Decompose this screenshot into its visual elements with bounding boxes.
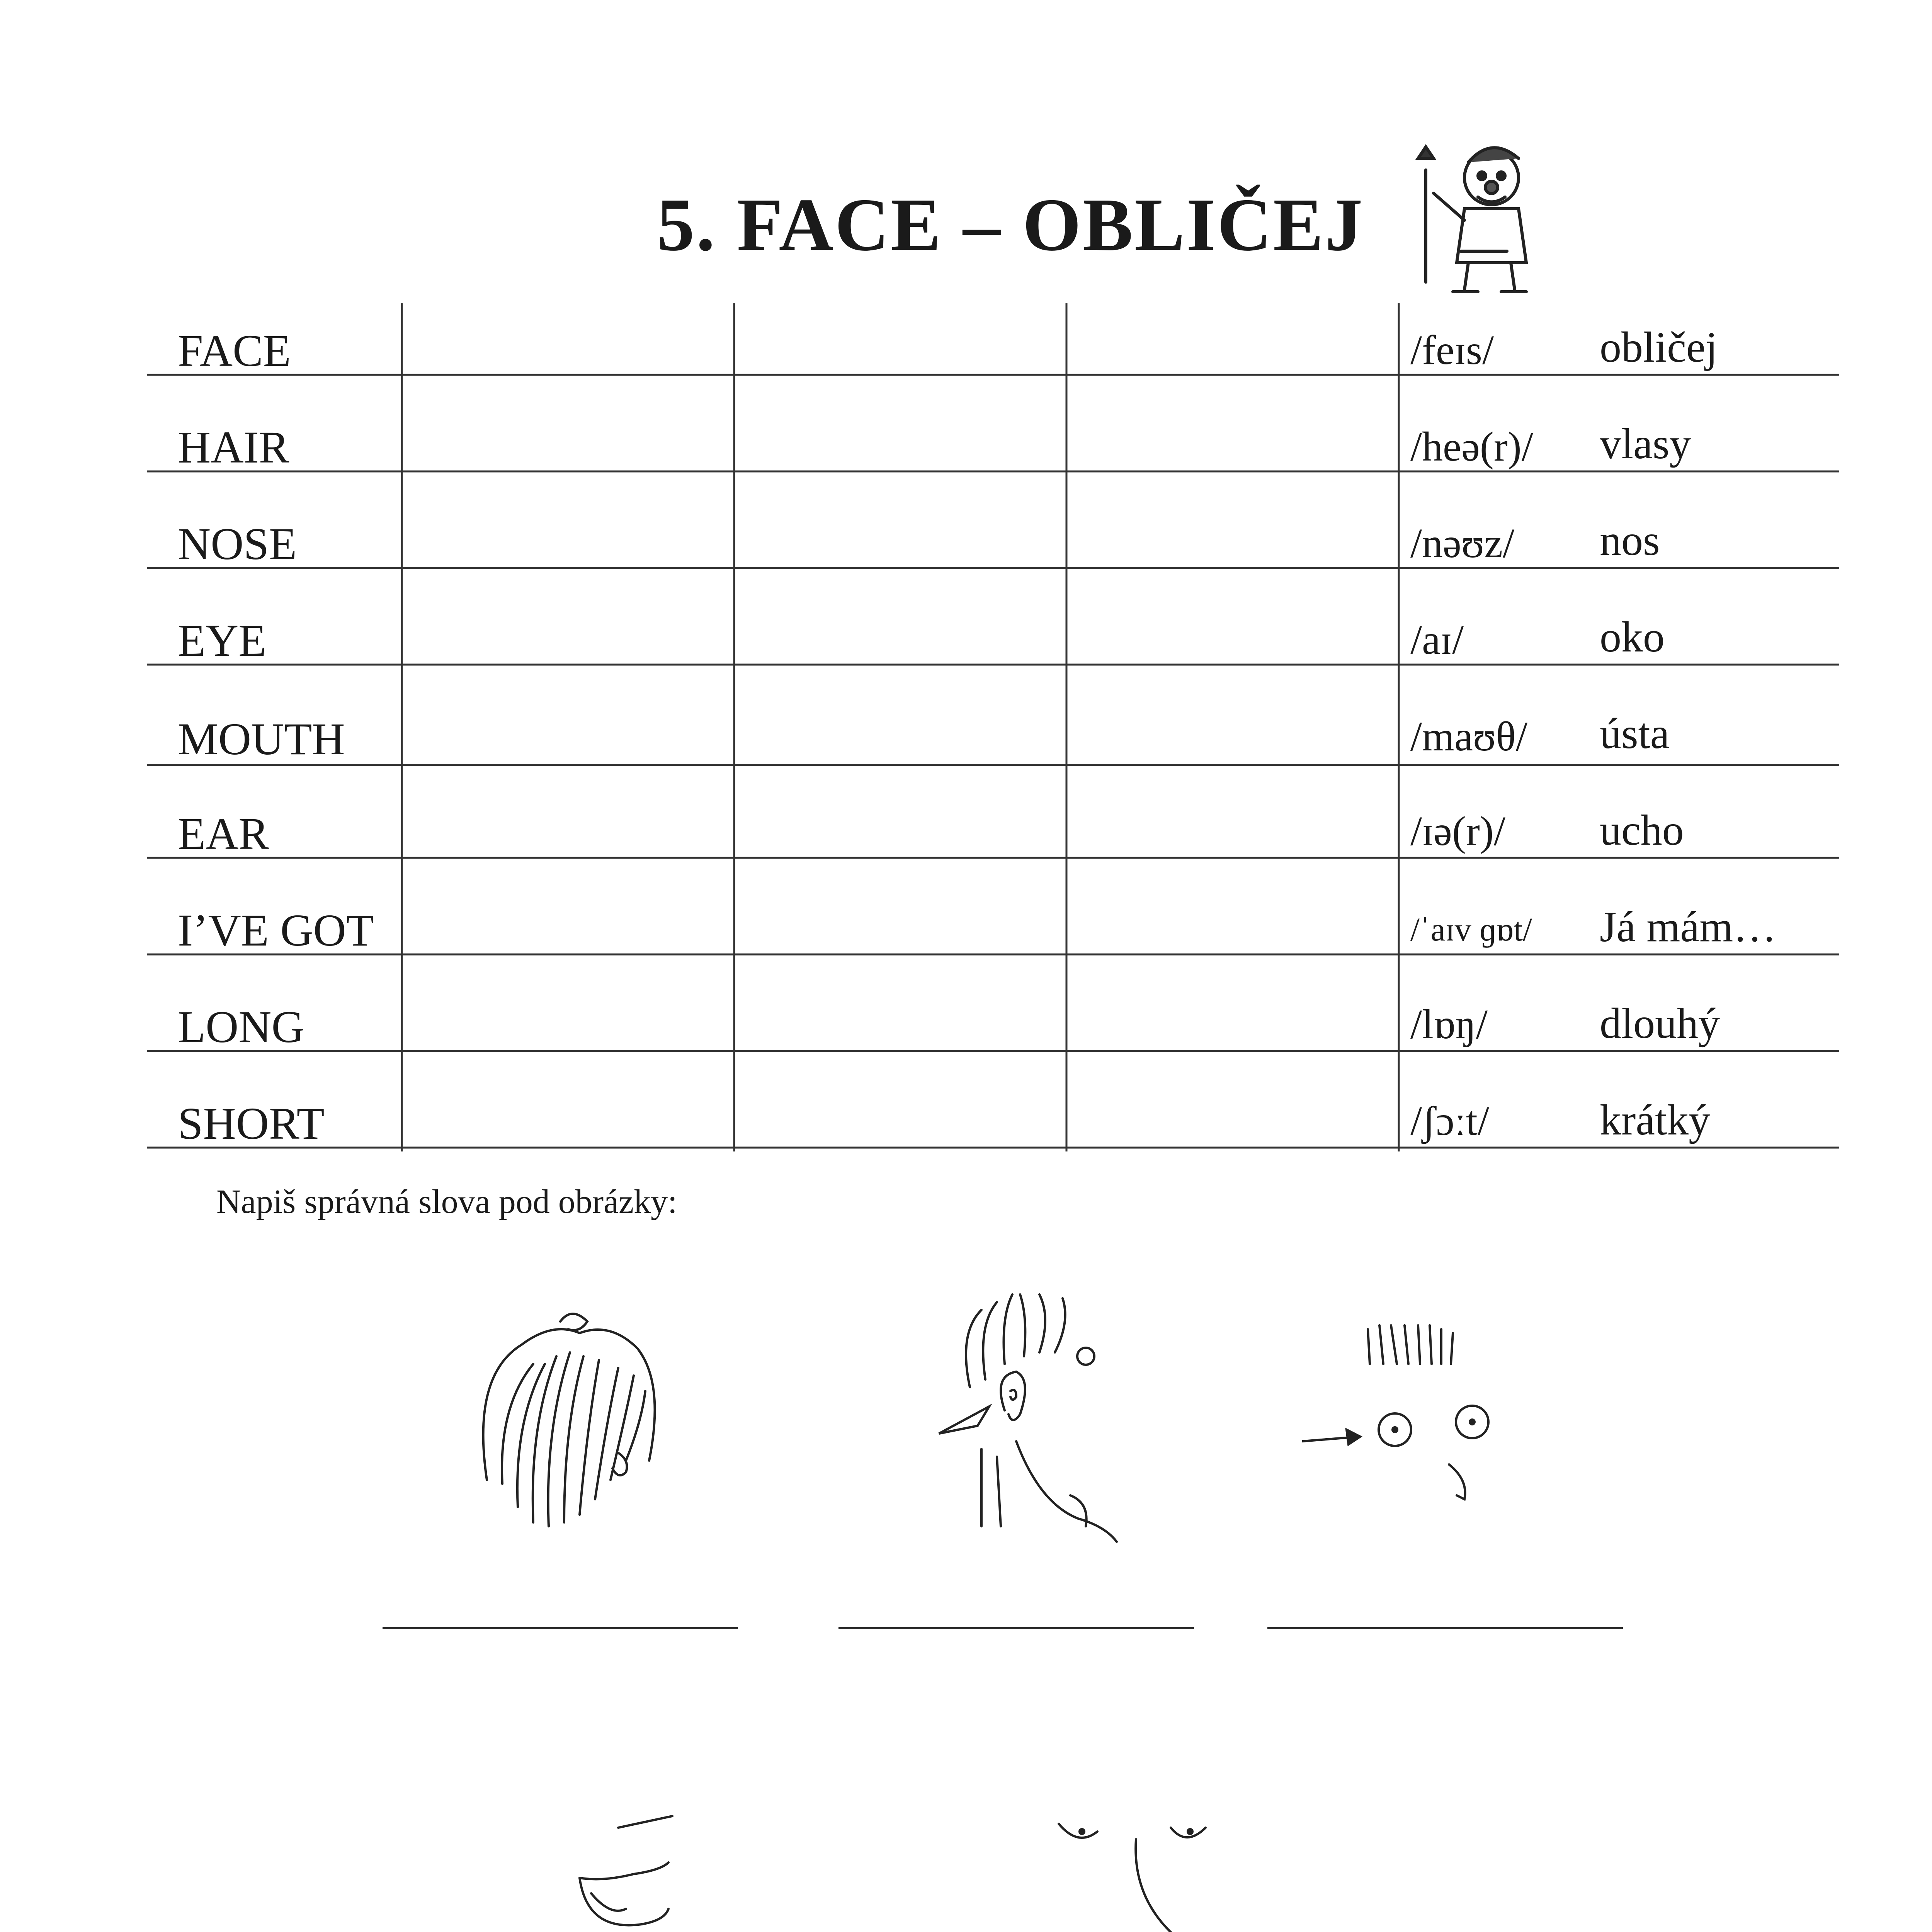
vocab-translation-ear: ucho [1600,806,1684,854]
ear-drawing-icon [923,1287,1140,1549]
vocab-translation-short: krátký [1600,1096,1711,1144]
vocab-ipa-nose: /nəʊz/ [1410,520,1515,566]
hair-drawing-icon [464,1298,680,1538]
vocab-translation-long: dlouhý [1600,1000,1720,1048]
vocab-word-hair: HAIR [178,422,289,473]
vocab-ipa-hair: /heə(r)/ [1410,424,1533,470]
table-grid [147,301,1839,1151]
vocab-word-short: SHORT [178,1098,325,1149]
mouth-drawing-icon [533,1793,750,1932]
vocab-ipa-long: /lɒŋ/ [1410,1002,1488,1048]
vocab-translation-eye: oko [1600,613,1665,661]
vocab-word-eye: EYE [178,615,267,666]
vocab-word-long: LONG [178,1002,304,1052]
answer-line-hair[interactable] [383,1627,738,1629]
vocabulary-table [147,301,1839,1151]
answer-line-ear[interactable] [838,1627,1194,1629]
vocab-ipa-mouth: /maʊθ/ [1410,714,1527,760]
vocab-translation-mouth: ústa [1600,710,1670,758]
vocab-ipa-ive-got: /ˈaɪv ɡɒt/ [1410,911,1532,948]
vocab-word-face: FACE [178,325,291,376]
vocab-ipa-ear: /ɪə(r)/ [1410,808,1505,854]
vocab-word-ive-got: I’VE GOT [178,905,374,956]
vocab-translation-hair: vlasy [1600,420,1691,468]
vocab-word-nose: NOSE [178,519,297,569]
vocab-word-ear: EAR [178,808,269,859]
vocab-ipa-short: /ʃɔːt/ [1410,1098,1489,1144]
clown-painter-icon [1410,135,1549,298]
vocab-translation-nose: nos [1600,517,1660,565]
nose-drawing-icon [1036,1801,1298,1932]
vocab-translation-ive-got: Já mám… [1600,903,1777,951]
eye-drawing-icon [1302,1314,1519,1515]
vocab-word-mouth: MOUTH [178,714,345,764]
page-title: 5. FACE – OBLIČEJ [657,183,1364,267]
vocab-ipa-face: /feɪs/ [1410,327,1494,373]
vocab-ipa-eye: /aɪ/ [1410,617,1464,663]
exercise-instruction: Napiš správná slova pod obrázky: [216,1183,677,1221]
vocab-translation-face: obličej [1600,323,1718,371]
answer-line-eye[interactable] [1267,1627,1623,1629]
